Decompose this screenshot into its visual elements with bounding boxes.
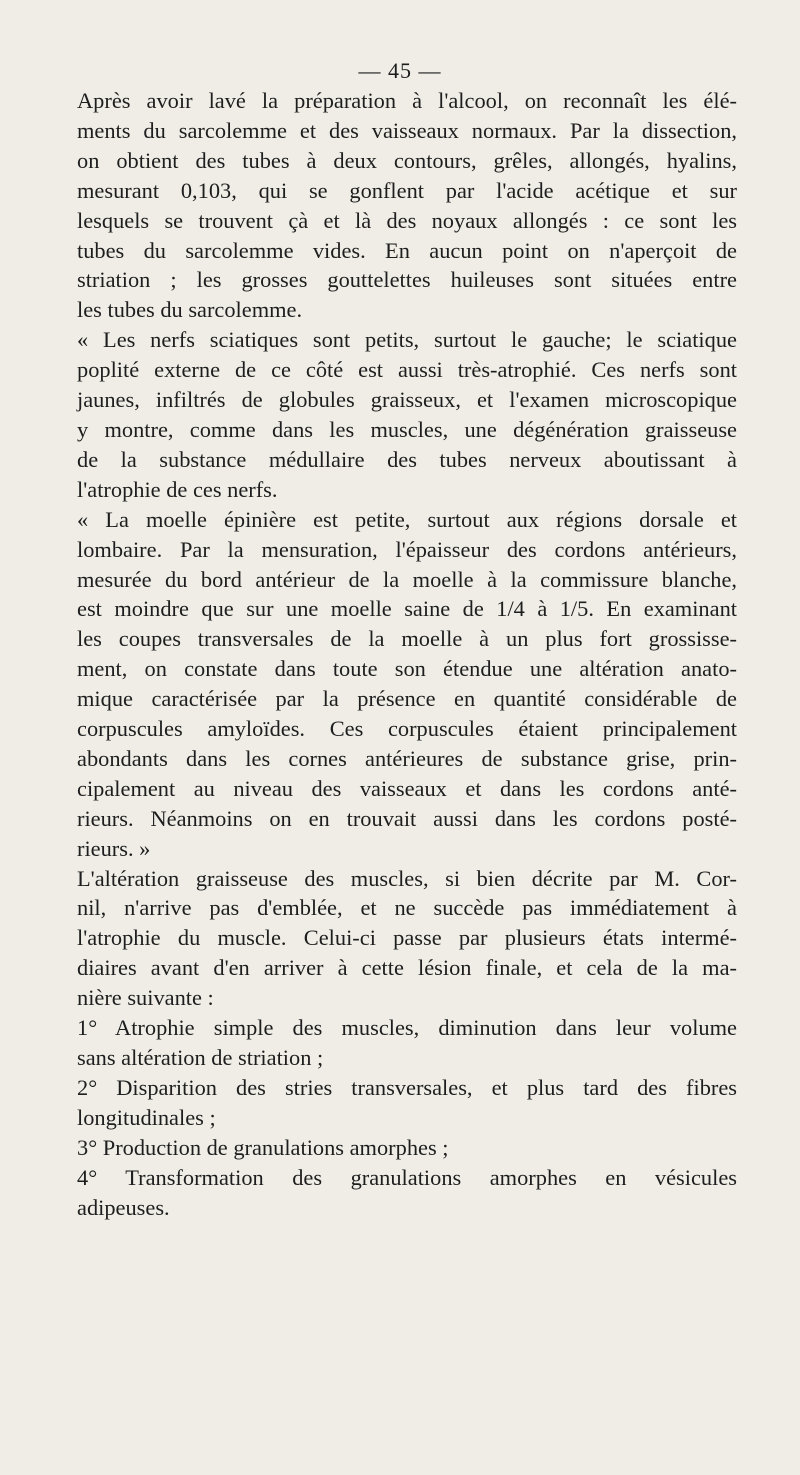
paragraph [77,1133,737,1163]
text-line: L'altération graisseuse des muscles, si bien décrite par M. Cor- [77,865,737,891]
text-line: cipalement au niveau des vaisseaux et dans les cordons anté- [77,775,737,801]
text-line: « Les nerfs sciatiques sont petits, surtout le gauche; le sciatique [77,327,737,353]
text-line: diaires avant d'en arriver à cette lésion finale, et cela de la ma- [77,955,737,981]
text-line: corpuscules amyloïdes. Ces corpuscules étaient principalement [77,716,737,742]
text-line: lesquels se trouvent çà et là des noyaux allongés : ce sont les [77,207,737,233]
text-line: 2° Disparition des stries transversales, et plus tard des fibres [77,1074,737,1100]
paragraph [77,1013,737,1073]
page-number-header: — 45 — [358,58,442,83]
text-line: lombaire. Par la mensuration, l'épaisseur des cordons antérieurs, [77,536,737,562]
text-line: sans altération de striation ; [77,1045,324,1070]
text-line: poplité externe de ce côté est aussi très-atrophié. Ces nerfs sont [77,357,737,383]
paragraph [77,505,737,864]
text-line: striation ; les grosses gouttelettes huileuses sont situées entre [77,267,737,293]
paragraph [77,1163,737,1223]
body-text [77,86,737,1222]
text-line: est moindre que sur une moelle saine de 1/4 à 1/5. En examinant [77,596,737,622]
text-line: tubes du sarcolemme vides. En aucun point on n'aperçoit de [77,237,737,263]
text-line: « La moelle épinière est petite, surtout aux régions dorsale et [77,506,737,532]
text-line: rieurs. » [77,835,151,861]
text-line: jaunes, infiltrés de globules graisseux, et l'examen microscopique [77,387,737,413]
text-line: les tubes du sarcolemme. [77,297,303,323]
text-line: Après avoir lavé la préparation à l'alcool, on reconnaît les élé- [77,88,737,113]
paragraph [77,325,737,504]
paragraph [77,86,737,325]
text-line: adipeuses. [77,1194,170,1220]
text-line: longitudinales ; [77,1104,216,1130]
text-line: nière suivante : [77,985,214,1011]
text-line: ments du sarcolemme et des vaisseaux normaux. Par la dissection, [77,117,737,143]
text-line: les coupes transversales de la moelle à un plus fort grossisse- [77,626,737,652]
text-line: y montre, comme dans les muscles, une dégénération graisseuse [77,416,737,442]
text-line: abondants dans les cornes antérieures de substance grise, prin- [77,745,737,771]
text-line: l'atrophie de ces nerfs. [77,476,278,502]
text-line: l'atrophie du muscle. Celui-ci passe par plusieurs états intermé- [77,925,737,951]
text-line: mesurant 0,103, qui se gonflent par l'acide acétique et sur [77,177,737,203]
text-line: de la substance médullaire des tubes nerveux aboutissant à [77,446,737,472]
text-line: rieurs. Néanmoins on en trouvait aussi dans les cordons posté- [77,805,737,831]
paragraph [77,1073,737,1133]
text-line: nil, n'arrive pas d'emblée, et ne succède pas immédiatement à [77,895,737,921]
text-line: ment, on constate dans toute son étendue une altération anato- [77,656,737,682]
text-line: on obtient des tubes à deux contours, grêles, allongés, hyalins, [77,147,737,173]
paragraph [77,864,737,1014]
text-line: 3° Production de granulations amorphes ; [77,1134,449,1160]
text-line: mique caractérisée par la présence en quantité considérable de [77,686,737,712]
text-line: 1° Atrophie simple des muscles, diminution dans leur volume [77,1015,737,1041]
text-line: 4° Transformation des granulations amorphes en vésicules [77,1164,737,1190]
text-line: mesurée du bord antérieur de la moelle à la commissure blanche, [77,566,737,592]
